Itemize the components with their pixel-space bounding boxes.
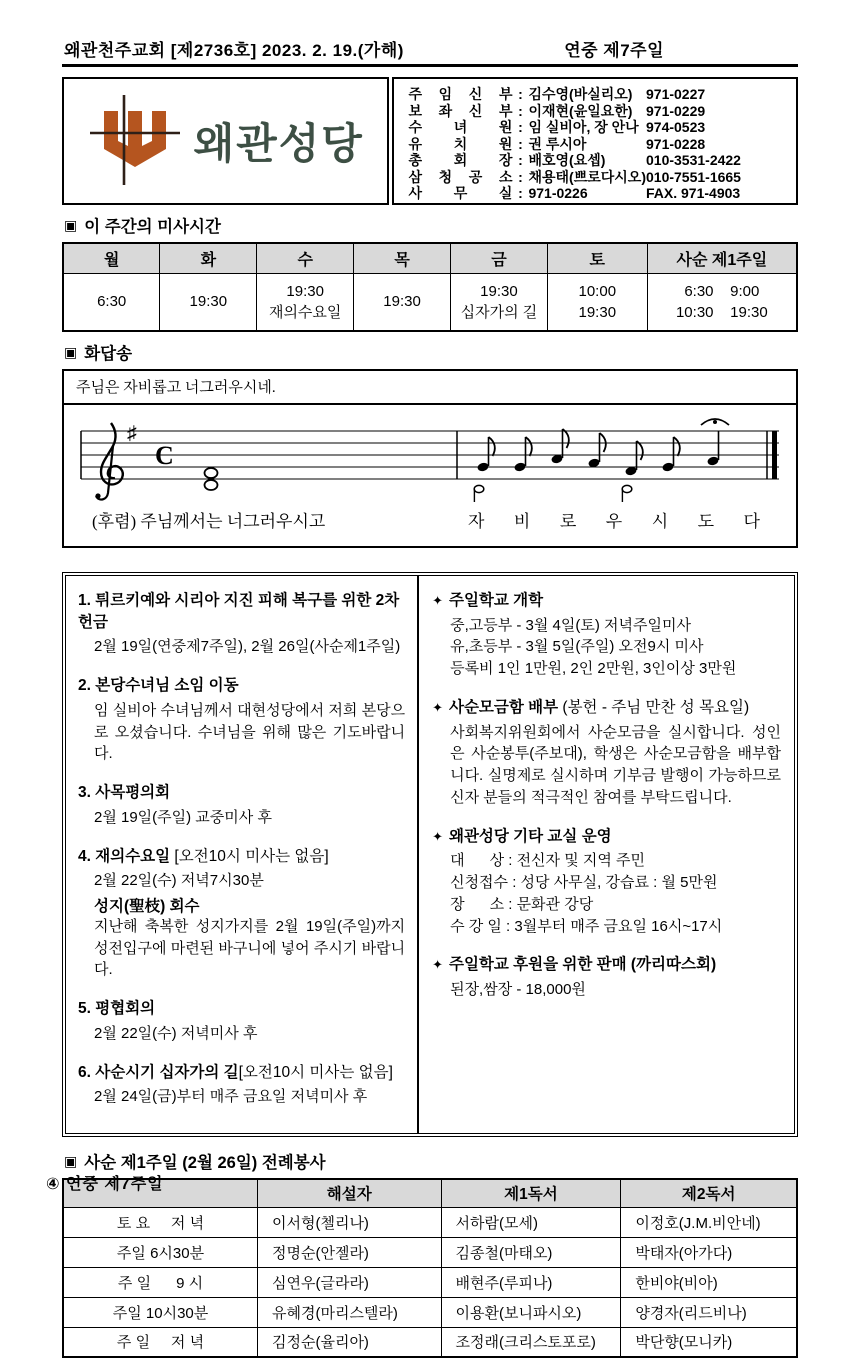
liturgy-roster-table [62, 1178, 798, 1358]
eighth-note [588, 433, 606, 468]
contact-list [392, 77, 798, 205]
contact-row: 사 무 실 : 971-0226 FAX. 971-4903 [408, 185, 741, 201]
table-row: 주일 10시30분 유혜경(마리스텔라) 이용환(보니파시오) 양경자(리드비나) [63, 1297, 797, 1327]
page-footer: ④ 연중 제7주일 [46, 1176, 164, 1193]
refrain-text: (후렴) 주님께서는 너그러우시고 [92, 512, 326, 531]
contact-row: 수 녀 원 : 임 실비아, 장 안나 974-0523 [408, 119, 706, 135]
announcement-subtitle: 성지(聖枝) 회수 [94, 897, 200, 915]
announcement-item: 2. 본당수녀님 소임 이동 임 실비아 수녀님께서 대현성당에서 저희 본당으로 오셨습니다. 수녀님을 위해 많은 기도바랍니다. [78, 677, 406, 763]
mass-cell: 19:30 [354, 273, 451, 331]
half-note [474, 485, 484, 502]
mass-cell: 6:30 9:00 10:30 19:30 [647, 273, 797, 331]
masthead [62, 36, 798, 67]
time-signature: C [155, 441, 174, 470]
fermata-icon [701, 419, 729, 425]
announcement-item: ✦ 사순모금함 배부 (봉헌 - 주님 만찬 성 목요일) 사회복지위원회에서 사순모금을 실시합니다. 성인은 사순봉투(주보대), 학생은 사순모금함을 배부합니다. 실명제로 실시하며 기부금 발행이 가능하므로 신자 분들의 적극적인 참여를 부탁드립니다. [432, 698, 786, 806]
announcement-item: 4. 재의수요일 [오전10시 미사는 없음] 2월 22일(수) 저녁7시30분 성지(聖枝) 회수 지난해 축복한 성지가지를 2월 19일(주일)까지 성전입구에 마련된 바구니에 넣어 주시기 바랍니다. [78, 847, 410, 979]
lyrics-row [70, 505, 790, 540]
announcement-item: ✦ 주일학교 후원을 위한 판매 (까리따스회) 된장,쌈장 - 18,000원 [432, 956, 717, 998]
psalm-box [62, 369, 798, 548]
table-row: 주 일 9 시 심연우(글라라) 배현주(루피나) 한비야(비아) [63, 1267, 797, 1297]
parish-logo-icon [88, 93, 184, 189]
key-signature: ♯ [127, 423, 137, 444]
table-row: 토 요 저 녁 이서형(첼리나) 서하람(모세) 이정호(J.M.비안네) [63, 1207, 797, 1237]
half-note [622, 485, 632, 502]
diamond-bullet-icon: ✦ [432, 699, 443, 715]
announcement-item: 6. 사순시기 십자가의 길[오전10시 미사는 없음] 2월 24일(금)부터 매주 금요일 저녁미사 후 [78, 1063, 393, 1106]
section-marker-icon: ▣ [64, 343, 78, 360]
table-row: 주 일 저 녁 김정순(율리아) 조정래(크리스토포로) 박단향(모니카) [63, 1327, 797, 1357]
announcements-right-column [419, 576, 794, 1133]
contact-row: 보 좌 신 부 : 이재현(윤일요한) 971-0229 [408, 102, 706, 119]
parish-header [62, 77, 798, 205]
section-marker-icon: ▣ [64, 1152, 78, 1169]
mass-section-title: ▣ 이 주간의 미사시간 [64, 216, 221, 236]
contact-row: 유 치 원 : 권 루시아 971-0228 [408, 135, 706, 152]
psalm-section-title: ▣ 화답송 [64, 343, 133, 363]
liturgy-section-title: ▣ 사순 제1주일 (2월 26일) 전례봉사 [64, 1152, 326, 1173]
sunday-title: 연중 제7주일 [564, 41, 664, 60]
syllables: 자 비 로 우 시 도 다 [468, 512, 760, 531]
bulletin-title: 왜관천주교회 [제2736호] 2023. 2. 19.(가해) [64, 41, 404, 60]
announcement-item: ✦ 주일학교 개학 중,고등부 - 3월 4일(토) 저녁주일미사 유,초등부 - 3월 5일(주일) 오전9시 미사 등록비 1인 1만원, 2인 2만원, 3인이상 3만원 [432, 592, 737, 678]
table-header-row: 해설자 제1독서 제2독서 [63, 1179, 797, 1207]
psalm-text: 주님은 자비롭고 너그러우시네. [64, 371, 796, 405]
diamond-bullet-icon: ✦ [432, 957, 443, 973]
table-header-row: 월 화 수 목 금 토 사순 제1주일 [63, 243, 797, 273]
announcement-item: 5. 평협회의 2월 22일(수) 저녁미사 후 [78, 1000, 258, 1042]
contact-row: 총 회 장 : 배호영(요셉) 010-3531-2422 [408, 152, 741, 168]
mass-times-table [62, 242, 798, 332]
announcement-item: 3. 사목평의회 2월 19일(주일) 교중미사 후 [78, 784, 272, 826]
music-staff [70, 413, 790, 505]
mass-cell: 19:30 재의수요일 [257, 273, 354, 331]
parish-name: 왜관성당 [193, 122, 364, 168]
diamond-bullet-icon: ✦ [432, 828, 443, 844]
eighth-note [551, 429, 569, 464]
announcements-box [62, 572, 798, 1137]
table-row: 주일 6시30분 정명순(안젤라) 김종철(마태오) 박태자(아가다) [63, 1237, 797, 1267]
diamond-bullet-icon: ✦ [432, 593, 443, 608]
announcement-item: ✦ 왜관성당 기타 교실 운영 대 상 : 전신자 및 지역 주민 신청접수 : 성당 사무실, 강습료 : 월 5만원 장 소 : 문화관 강당 수 강 일 : 3월부터 매주 금요일 16시~17시 [432, 827, 723, 935]
section-marker-icon: ▣ [64, 216, 78, 233]
logo-w-shape [104, 111, 166, 167]
mass-cell: 10:00 19:30 [547, 273, 647, 331]
announcement-item: 1. 튀르키예와 시리아 지진 피해 복구를 위한 2차헌금 2월 19일(연중제7주일), 2월 26일(사순제1주일) [78, 592, 401, 656]
table-row [63, 273, 797, 331]
music-notation [64, 405, 796, 546]
contact-row: 주 임 신 부 : 김수영(바실리오) 971-0227 [408, 86, 706, 102]
eighth-note [707, 431, 720, 466]
mass-cell: 19:30 [160, 273, 257, 331]
contact-row: 삼 청 공 소 : 채용태(쁘로다시오) 010-7551-1665 [408, 168, 741, 185]
treble-clef-icon [95, 423, 122, 500]
mass-cell: 6:30 [63, 273, 160, 331]
mass-cell: 19:30 십자가의 길 [451, 273, 548, 331]
eighth-note [625, 441, 643, 476]
announcements-left-column [66, 576, 419, 1133]
parish-logo-box [62, 77, 389, 205]
